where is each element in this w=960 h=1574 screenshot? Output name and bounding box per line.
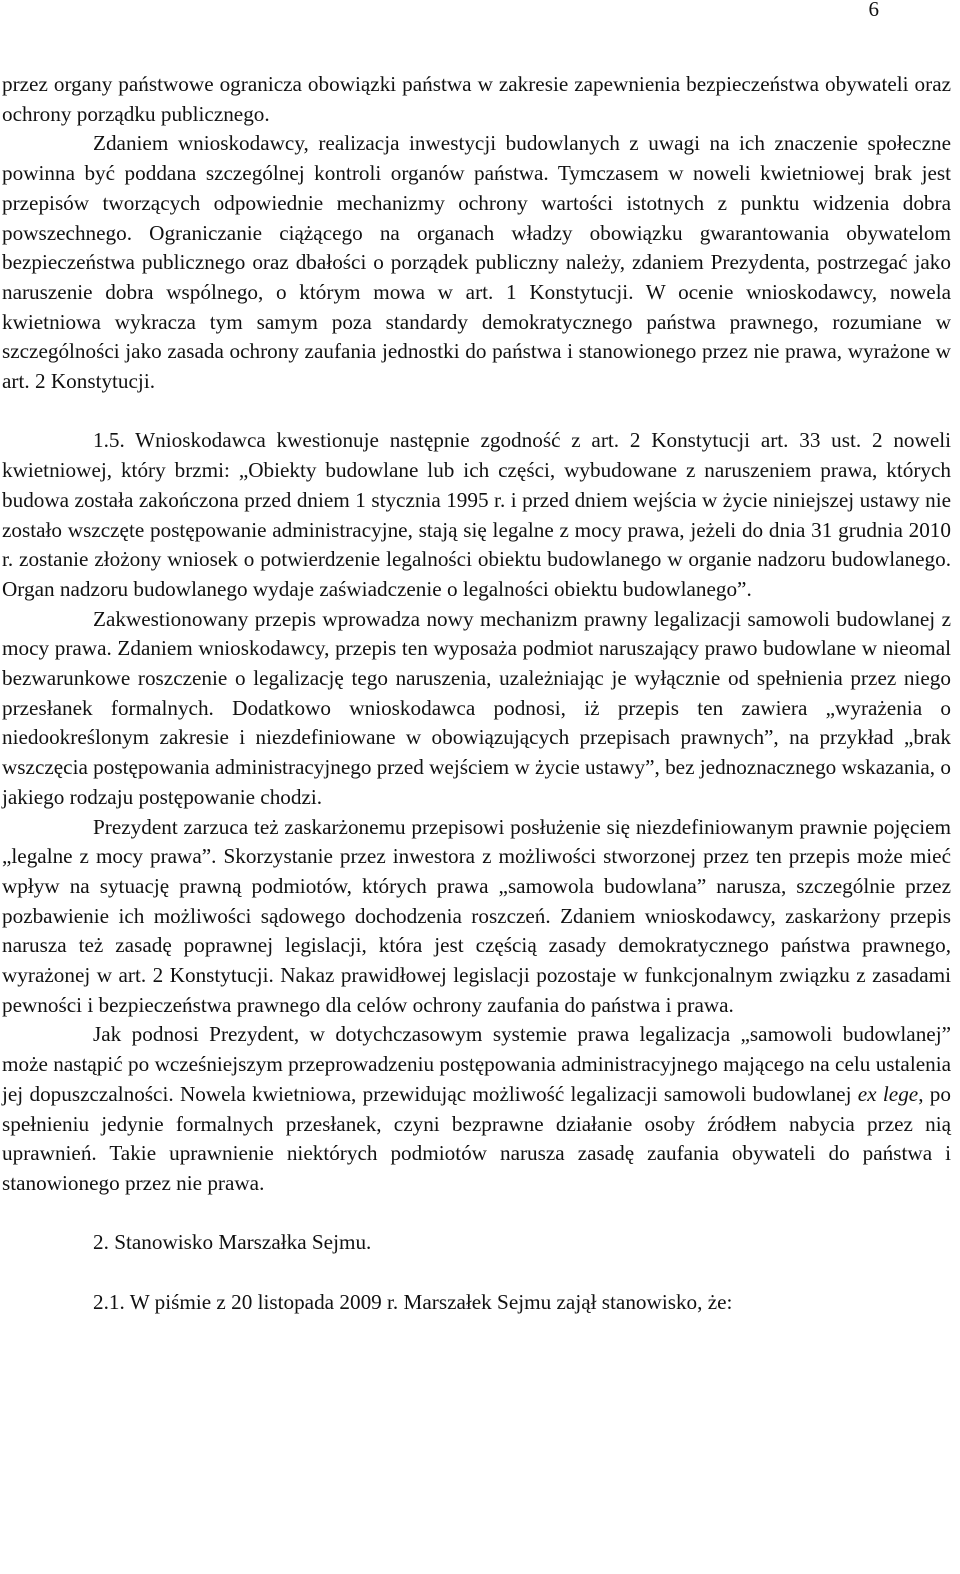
paragraph-text-after: , po spełnieniu jedynie formalnych przesłanek, czyni bezprawne działanie osoby źródłem nabycia przez nią uprawnień. Takie uprawnienie niektórych podmiotów narusza zasadę zaufania obywateli do państwa i stanowionego przez nie prawa. <box>2 1081 951 1195</box>
latin-term: ex lege <box>857 1081 919 1106</box>
paragraph-applicant-view: Zdaniem wnioskodawcy, realizacja inwestycji budowlanych z uwagi na ich znaczenie społeczne powinna być poddana szczególnej kontroli organów państwa. Tymczasem w noweli kwietniowej brak jest przepisów tworzących odpowiednie mechanizmy ochrony wartości istotnych z punktu widzenia dobra powszechnego. Ograniczanie ciążącego na organach władzy obowiązku gwarantowania obywatelom bezpieczeństwa publicznego oraz dbałości o porządek publiczny należy, zdaniem Prezydenta, postrzegać jako naruszenie dobra wspólnego, o którym mowa w art. 1 Konstytucji. W ocenie wnioskodawcy, nowela kwietniowa wykracza tym samym poza standardy demokratycznego państwa prawnego, rozumiane w szczególności jako zasada ochrony zaufania jednostki do państwa i stanowionego przez nie prawa, wyrażone w art. 2 Konstytucji. <box>2 131 951 394</box>
paragraph-continuation: przez organy państwowe ogranicza obowiązki państwa w zakresie zapewnienia bezpieczeństwa obywateli oraz ochrony porządku publicznego. <box>2 72 951 126</box>
paragraph-president-claims: Prezydent zarzuca też zaskarżonemu przepisowi posłużenie się niezdefiniowanym prawnie pojęciem „legalne z mocy prawa”. Skorzystanie przez inwestora z możliwości stworzonej przez ten przepis może mieć wpływ na sytuację prawną podmiotów, których prawa „samowola budowlana” narusza, szczególnie przez pozbawienie ich możliwości sądowego dochodzenia roszczeń. Zdaniem wnioskodawcy, zaskarżony przepis narusza też zasadę poprawnej legislacji, która jest częścią zasady demokratycznego państwa prawnego, wyrażonej w art. 2 Konstytucji. Nakaz prawidłowej legislacji pozostaje w funkcjonalnym związku z zasadami pewności i bezpieczeństwa prawnego dla celów ochrony zaufania do państwa i prawa. <box>2 814 951 1017</box>
paragraph-text-before: Jak podnosi Prezydent, w dotychczasowym systemie prawa legalizacja „samowoli budowlanej” może nastąpić po wcześniejszym przeprowadzeniu postępowania administracyjnego mającego na celu ustalenia jej dopuszczalności. Nowela kwietniowa, przewidując możliwość legalizacji samowoli budowlanej <box>2 1022 951 1106</box>
paragraph-legalization-system <box>2 1020 951 1198</box>
section-spacer <box>2 1199 951 1229</box>
paragraph-spacer <box>2 397 951 427</box>
paragraph-section-1-5: 1.5. Wnioskodawca kwestionuje następnie zgodność z art. 2 Konstytucji art. 33 ust. 2 noweli kwietniowej, który brzmi: „Obiekty budowlane lub ich części, wybudowane z naruszeniem prawa, których budowa została zakończona przed dniem 1 stycznia 1995 r. i przed dniem wejścia w życie niniejszej ustawy nie zostało wszczęte postępowanie administracyjne, stają się legalne z mocy prawa, jeżeli do dnia 31 grudnia 2010 r. zostanie złożony wniosek o potwierdzenie legalności obiektu budowlanego w organie nadzoru budowlanego. Organ nadzoru budowlanego wydaje zaświadczenie o legalności obiektu budowlanego”. <box>2 428 951 601</box>
page-number: 6 <box>868 0 879 21</box>
section-spacer <box>2 1258 951 1288</box>
document-body <box>2 70 951 1317</box>
subsection-heading: 2.1. W piśmie z 20 listopada 2009 r. Marszałek Sejmu zajął stanowisko, że: <box>93 1289 733 1314</box>
paragraph-contested-provision: Zakwestionowany przepis wprowadza nowy mechanizm prawny legalizacji samowoli budowlanej z mocy prawa. Zdaniem wnioskodawcy, przepis ten wyposaża podmiot naruszający prawo budowlane w nieomal bezwarunkowe roszczenie o legalizację tego naruszenia, uzależniając je wyłącznie od spełnienia przez niego przesłanek formalnych. Dodatkowo wnioskodawca podnosi, iż przepis ten zawiera „wyrażenia o niedookreślonym zakresie i niezdefiniowane w obowiązujących przepisach prawnych”, na przykład „brak wszczęcia postępowania administracyjnego przed wejściem w życie ustawy”, bez jednoznacznego wskazania, o jakiego rodzaju postępowanie chodzi. <box>2 606 951 809</box>
section-heading: 2. Stanowisko Marszałka Sejmu. <box>93 1230 372 1255</box>
